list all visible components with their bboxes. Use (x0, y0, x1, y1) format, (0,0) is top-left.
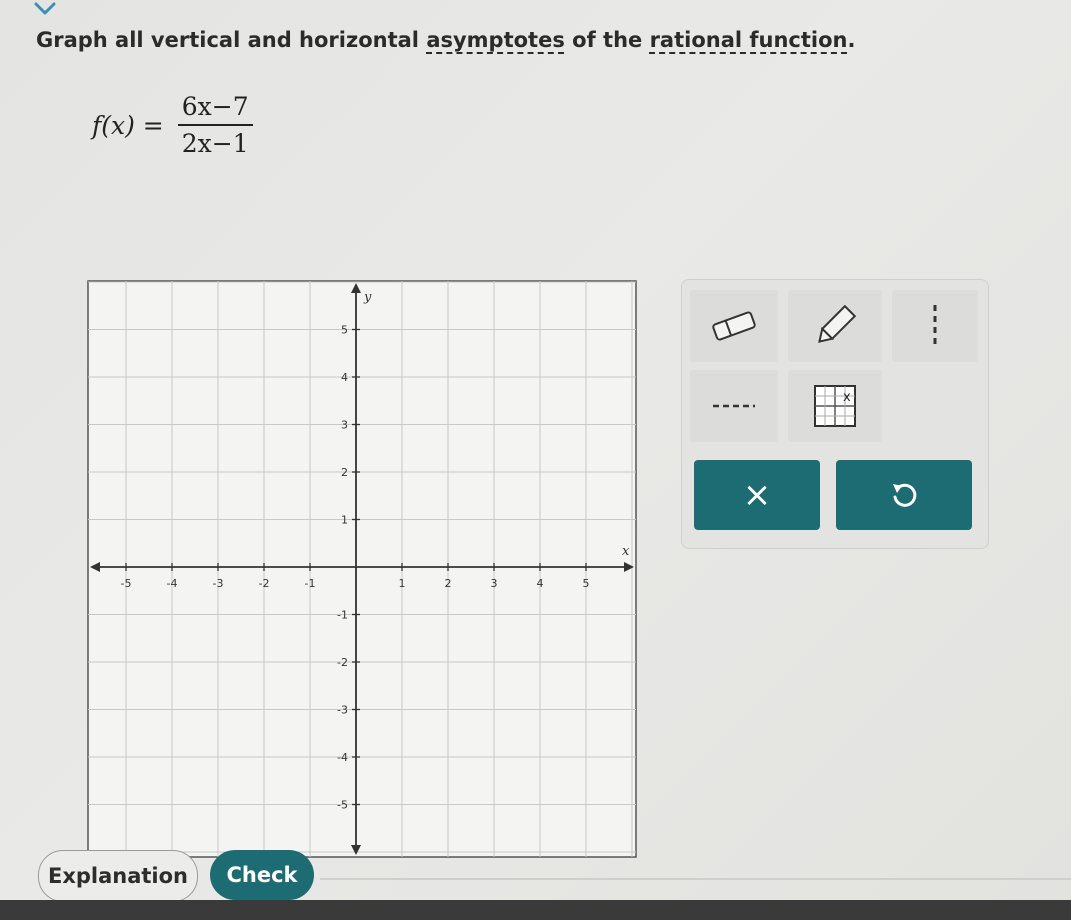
formula-lhs: f(x) = (92, 110, 164, 140)
vertical-asymptote-tool[interactable] (892, 290, 978, 362)
y-tick-label: 3 (341, 418, 348, 432)
bottom-bar (0, 900, 1071, 920)
x-tick-label: -3 (212, 577, 224, 590)
function-formula (92, 92, 253, 158)
y-axis-label: y (364, 290, 372, 305)
grid-point-icon (811, 382, 859, 430)
formula-numerator: 6x−7 (178, 92, 253, 126)
x-tick-label: -2 (258, 577, 270, 590)
y-tick-label: -2 (337, 656, 348, 669)
eraser-icon (708, 309, 760, 343)
eraser-tool[interactable] (690, 290, 778, 362)
question-prompt (36, 28, 855, 52)
prompt-text-end: . (847, 28, 856, 52)
undo-button[interactable] (836, 460, 972, 530)
y-tick-label: -3 (337, 703, 348, 717)
x-tick-label: 5 (582, 577, 590, 590)
horizontal-dashed-line-icon (711, 401, 757, 411)
undo-icon (889, 480, 919, 510)
x-axis-label: x (622, 544, 630, 559)
coordinate-grid[interactable] (82, 275, 642, 863)
y-tick-label: 2 (341, 466, 348, 479)
x-tick-label: 1 (398, 577, 406, 590)
vertical-dashed-line-icon (930, 303, 940, 349)
y-tick-label: 1 (341, 513, 348, 527)
asymptotes-link[interactable]: asymptotes (426, 28, 565, 52)
x-tick-label: 2 (444, 577, 452, 590)
formula-denominator: 2x−1 (181, 129, 249, 158)
y-tick-label: -1 (337, 608, 348, 622)
check-button[interactable]: Check (210, 850, 314, 900)
divider (320, 878, 1071, 880)
y-tick-label: 5 (341, 323, 348, 337)
pencil-tool[interactable] (788, 290, 882, 362)
horizontal-asymptote-tool[interactable] (690, 370, 778, 442)
explanation-button[interactable]: Explanation (38, 850, 198, 902)
point-tool[interactable] (788, 370, 882, 442)
x-tick-label: -4 (166, 577, 178, 590)
graph-toolbox (681, 279, 989, 549)
y-tick-label: 4 (341, 371, 348, 384)
x-tick-label: 3 (490, 577, 498, 590)
chevron-down-icon[interactable] (34, 2, 56, 16)
formula-fraction (178, 92, 253, 158)
x-tick-label: -5 (120, 577, 132, 590)
graph-area[interactable] (82, 275, 642, 863)
x-tick-label: 4 (536, 577, 544, 590)
rational-function-link[interactable]: rational function (649, 28, 848, 52)
y-tick-label: -5 (337, 798, 348, 812)
svg-text:x: x (843, 390, 851, 405)
close-icon: × (742, 475, 772, 515)
y-tick-label: -4 (337, 751, 348, 764)
prompt-text-middle: of the (564, 28, 650, 52)
graph-border (88, 281, 636, 857)
prompt-text-start: Graph all vertical and horizontal (36, 28, 427, 52)
clear-button[interactable] (694, 460, 820, 530)
x-tick-label: -1 (304, 577, 316, 590)
pencil-icon (811, 302, 859, 350)
